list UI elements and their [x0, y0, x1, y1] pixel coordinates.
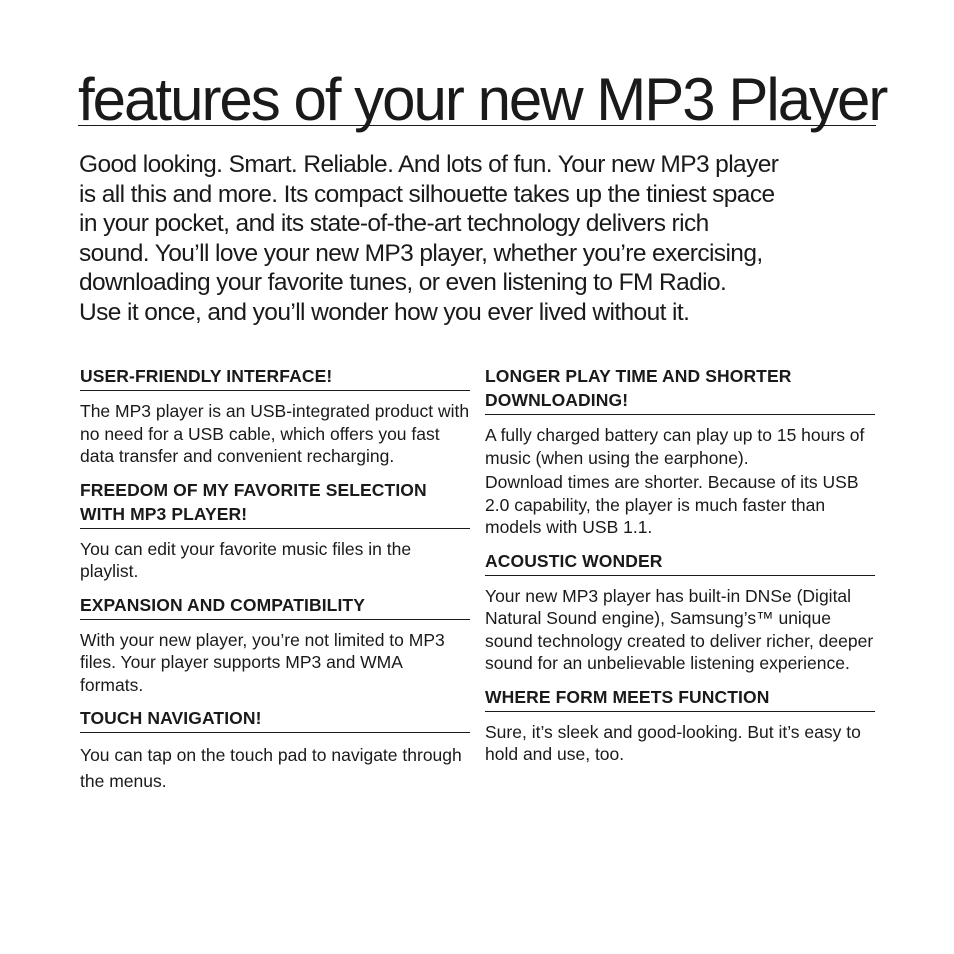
intro-line: is all this and more. Its compact silhouette takes up the tiniest space — [79, 180, 775, 208]
intro-line: in your pocket, and its state-of-the-art technology delivers rich — [79, 210, 709, 238]
section-body: Your new MP3 player has built-in DNSe (Digital Natural Sound engine), Samsung’s™ unique sound technology created to deliver richer, deeper sound for an unbelievable listening experience. — [485, 585, 874, 673]
section-body: You can edit your favorite music files in the playlist. — [80, 538, 412, 581]
feature-section — [485, 685, 875, 766]
intro-line: sound. You’ll love your new MP3 player, whether you’re exercising, — [79, 239, 763, 267]
right-column — [485, 364, 875, 776]
intro-paragraph — [79, 150, 869, 328]
section-heading: FREEDOM OF MY FAVORITE SELECTION WITH MP3 PLAYER! — [80, 478, 470, 529]
section-body: Download times are shorter. Because of its USB 2.0 capability, the player is much faster than models with USB 1.1. — [485, 472, 859, 537]
feature-section — [485, 364, 875, 539]
intro-line: Use it once, and you’ll wonder how you ever lived without it. — [79, 298, 690, 326]
feature-section — [80, 364, 470, 468]
section-body: The MP3 player is an USB-integrated product with no need for a USB cable, which offers you fast data transfer and convenient recharging. — [80, 401, 470, 466]
feature-section — [485, 549, 875, 675]
section-body: Sure, it’s sleek and good-looking. But it’s easy to hold and use, too. — [485, 721, 861, 764]
section-heading: TOUCH NAVIGATION! — [80, 706, 470, 733]
intro-line: Good looking. Smart. Reliable. And lots of fun. Your new MP3 player — [79, 151, 779, 178]
left-column — [80, 364, 470, 804]
feature-section — [80, 593, 470, 697]
section-body: With your new player, you’re not limited to MP3 files. Your player supports MP3 and WMA formats. — [80, 629, 445, 695]
section-heading: ACOUSTIC WONDER — [485, 549, 875, 576]
page-title: features of your new MP3 Player — [78, 66, 887, 133]
section-body: You can tap on the touch pad to navigate through the menus. — [80, 745, 462, 791]
title-underline — [78, 125, 876, 126]
section-heading: EXPANSION AND COMPATIBILITY — [80, 593, 470, 620]
feature-section — [80, 478, 470, 583]
section-body: A fully charged battery can play up to 15 hours of music (when using the earphone). — [485, 425, 865, 468]
section-heading: LONGER PLAY TIME AND SHORTER DOWNLOADING! — [485, 364, 875, 415]
section-heading: USER-FRIENDLY INTERFACE! — [80, 364, 470, 391]
section-heading: WHERE FORM MEETS FUNCTION — [485, 685, 875, 712]
feature-section — [80, 706, 470, 794]
intro-line: downloading your favorite tunes, or even listening to FM Radio. — [79, 269, 727, 297]
